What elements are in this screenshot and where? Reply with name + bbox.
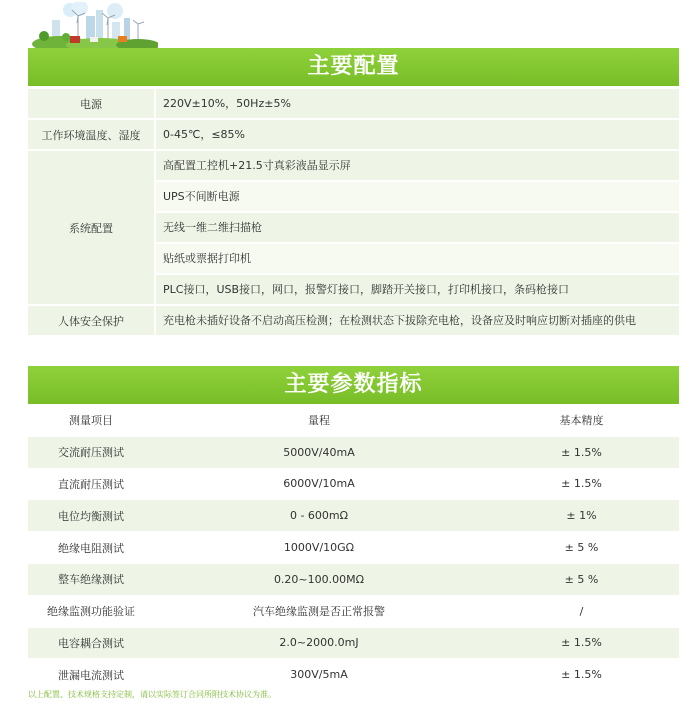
cell-accuracy: ± 5 %	[484, 563, 679, 595]
config-label: 工作环境温度、湿度	[28, 120, 154, 149]
params-section-title: 主要参数指标	[28, 366, 679, 404]
table-row	[28, 595, 679, 627]
config-row-power	[28, 89, 679, 118]
cell-item: 绝缘电阻测试	[28, 532, 154, 564]
cell-range: 300V/5mA	[154, 659, 484, 691]
city-windmill-illustration	[30, 2, 158, 48]
config-value: UPS不间断电源	[156, 182, 679, 211]
footnote: 以上配置、技术规格支持定制，请以实际签订合同所附技术协议为准。	[28, 690, 276, 699]
config-value: PLC接口，USB接口，网口，报警灯接口，脚踏开关接口，打印机接口，条码枪接口	[156, 275, 679, 304]
cell-item: 绝缘监测功能验证	[28, 595, 154, 627]
config-row-safety	[28, 306, 679, 335]
config-value: 220V±10%，50Hz±5%	[156, 89, 679, 118]
cell-range: 6000V/10mA	[154, 468, 484, 500]
cell-accuracy: ± 5 %	[484, 532, 679, 564]
header-item: 测量项目	[28, 405, 154, 436]
cell-accuracy: ± 1.5%	[484, 627, 679, 659]
table-row	[28, 500, 679, 532]
table-row	[28, 659, 679, 691]
cell-accuracy: /	[484, 595, 679, 627]
cell-item: 电位均衡测试	[28, 500, 154, 532]
header-accuracy: 基本精度	[484, 405, 679, 436]
cell-range: 2.0~2000.0mJ	[154, 627, 484, 659]
params-table	[28, 405, 679, 691]
cell-accuracy: ± 1.5%	[484, 436, 679, 468]
header-range: 量程	[154, 405, 484, 436]
table-row	[28, 563, 679, 595]
config-table	[28, 89, 679, 337]
config-value: 充电枪未插好设备不启动高压检测；在检测状态下拔除充电枪，设备应及时响应切断对插座的供电	[156, 306, 679, 335]
cell-range: 汽车绝缘监测是否正常报警	[154, 595, 484, 627]
config-row-system	[28, 151, 679, 304]
config-value: 0-45℃，≤85%	[156, 120, 679, 149]
config-value: 无线一维二维扫描枪	[156, 213, 679, 242]
config-label: 人体安全保护	[28, 306, 154, 335]
config-row-environment	[28, 120, 679, 149]
params-header-row	[28, 405, 679, 436]
cell-item: 整车绝缘测试	[28, 563, 154, 595]
table-row	[28, 468, 679, 500]
cell-item: 泄漏电流测试	[28, 659, 154, 691]
cell-item: 直流耐压测试	[28, 468, 154, 500]
config-value: 高配置工控机+21.5寸真彩液晶显示屏	[156, 151, 679, 180]
config-label: 电源	[28, 89, 154, 118]
cell-range: 5000V/40mA	[154, 436, 484, 468]
cell-range: 1000V/10GΩ	[154, 532, 484, 564]
cell-item: 电容耦合测试	[28, 627, 154, 659]
config-label: 系统配置	[28, 151, 154, 304]
table-row	[28, 532, 679, 564]
cell-accuracy: ± 1.5%	[484, 468, 679, 500]
cell-item: 交流耐压测试	[28, 436, 154, 468]
cell-range: 0.20~100.00MΩ	[154, 563, 484, 595]
cell-accuracy: ± 1.5%	[484, 659, 679, 691]
table-row	[28, 627, 679, 659]
table-row	[28, 436, 679, 468]
config-section-title: 主要配置	[28, 48, 679, 86]
config-value: 贴纸或票据打印机	[156, 244, 679, 273]
cell-accuracy: ± 1%	[484, 500, 679, 532]
cell-range: 0 - 600mΩ	[154, 500, 484, 532]
